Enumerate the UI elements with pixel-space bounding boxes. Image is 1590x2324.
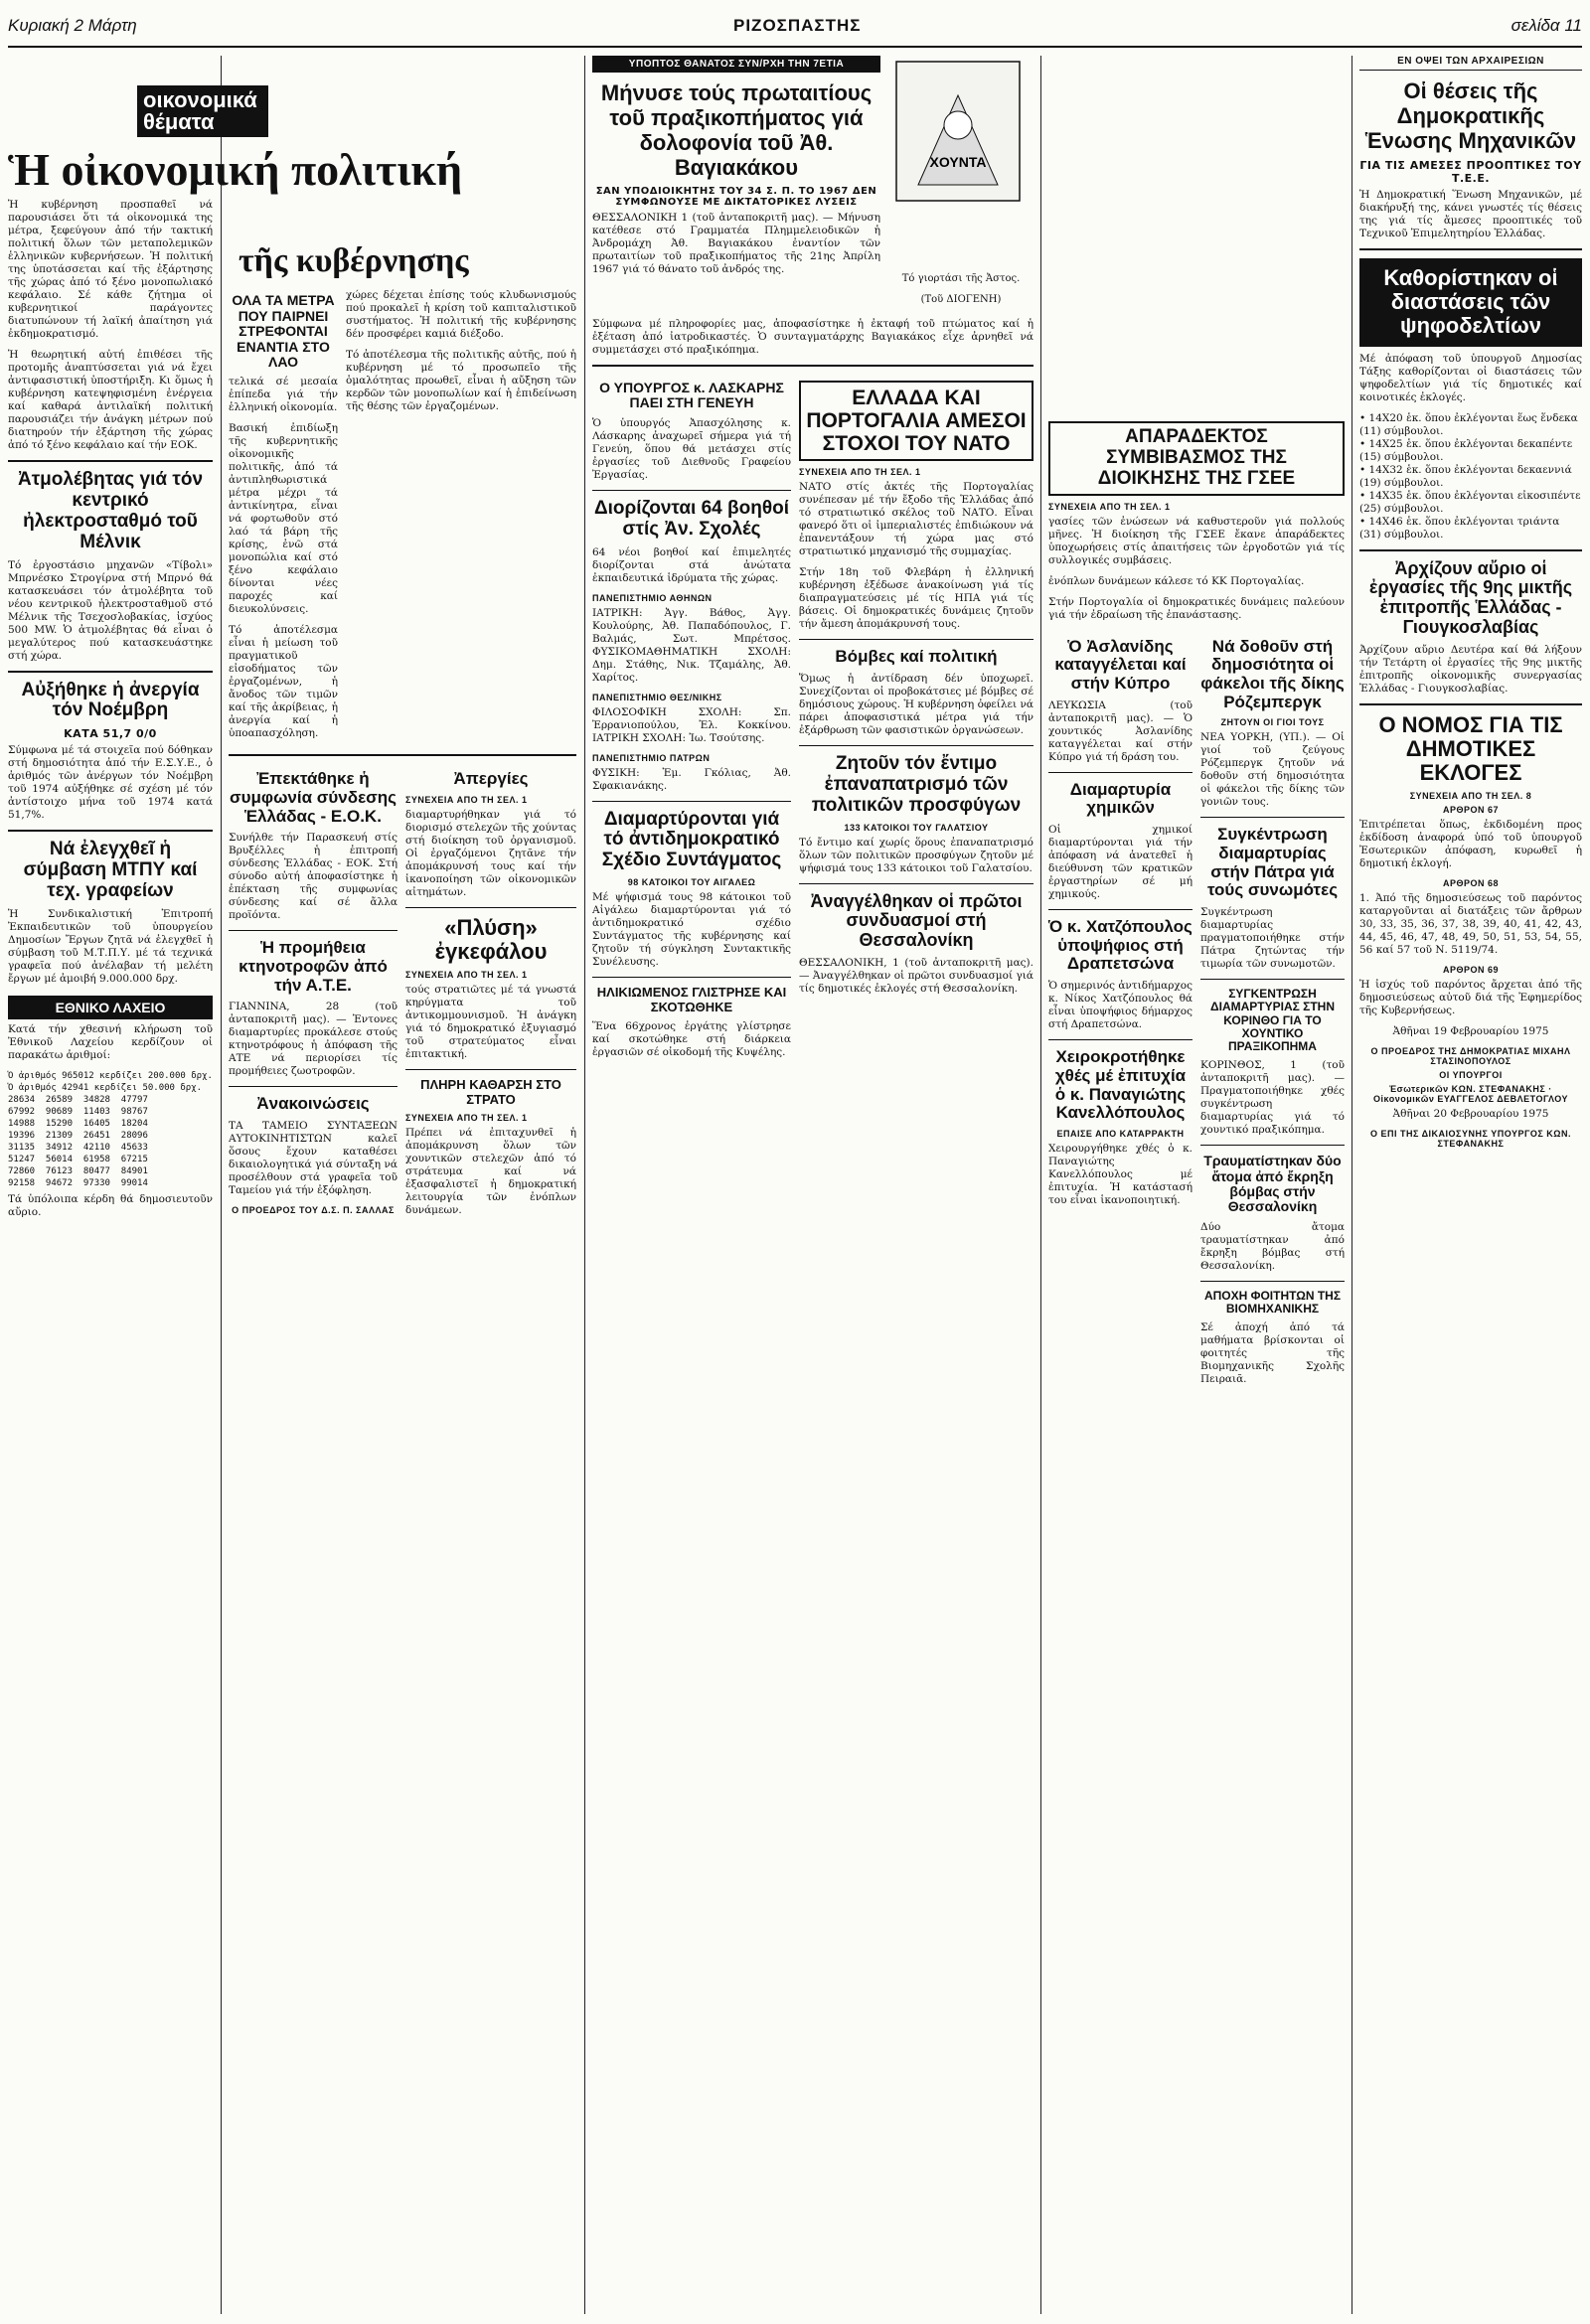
divider [592,977,791,978]
divider [1200,817,1345,818]
divider [799,745,1034,746]
divider [229,930,398,931]
article-text: Ἡ Συνδικαλιστική Ἐπιτροπή Ἐκπαιδευτικῶν τοῦ ὑπουργείου Δημοσίων Ἔργων ζητᾶ νά ἐλεγχθεῖ ἡ σύμβαση τοῦ Μ.Τ.Π.Υ. μέ τά τεχνικά γραφεῖα πού ἀνέλαβαν τή μελέτη ἔργων μέ ἀμοιβή 9.000.000 δρχ. [8,908,213,986]
article-text: ΙΑΤΡΙΚΗ: Ἀγγ. Βάθος, Ἀγγ. Κουλούρης, Ἀθ. Παπαδόπουλος, Γ. Βαλμάς, Σωτ. Μπρέτσος. ΦΥΣΙΚΟΜΑΘΗΜΑΤΙΚΗ ΣΧΟΛΗ: Δημ. Στάθης, Νικ. Τζαμάλης, Ἀθ. Χαρίτος. [592,606,791,684]
column-3 [592,56,1034,2314]
signatory: Ο ΠΡΟΕΔΡΟΣ ΤΗΣ ΔΗΜΟΚΡΑΤΙΑΣ ΜΙΧΑΗΛ ΣΤΑΣΙΝΟΠΟΥΛΟΣ [1370,1046,1571,1067]
continuation-note: 133 ΚΑΤΟΙΚΟΙ ΤΟΥ ΓΑΛΑΤΣΙΟΥ [844,822,989,833]
main-headline: Ἡ οἰκονομική πολιτική [8,144,463,195]
article-text: ΘΕΣΣΑΛΟΝΙΚΗ 1 (τοῦ ἀνταποκριτῆ μας). — Μήνυση κατέθεσε στό Γραμματέα Πλημμελειοδικῶν ἡ Ἀνδρομάχη Ἀθ. Βαγιακάκου ἐναντίον τῶν πρωταιτίων τοῦ πραξικοπήματος τῆς 21ης Ἀπρίλη 1967 γιά τό θάνατο τοῦ ἀνδρός της. [592,212,880,275]
article-headline: Διαμαρτύρονται γιά τό ἀντιδημοκρατικό Σχέδιο Συντάγματος [601,808,782,871]
divider [229,754,576,756]
article-text: Βασική ἐπιδίωξη τῆς κυβερνητικῆς οἰκονομικῆς πολιτικῆς, ἀπό τά ἀντιπληθωριστικά μέτρα μέχρι τά ἀντικίνητρα, εἶναι νά φορτωθοῦν στό λαό τά βάρη τῆς κρίσης, ἐνῶ στά μονοπώλια καί στό ξένο κεφάλαιο δίνονται νέες παροχές καί διευκολύνσεις. [229,422,338,616]
article-text: ΛΕΥΚΩΣΙΑ (τοῦ ἀνταποκριτῆ μας). — Ὁ χουντικός Ἀσλανίδης καταγγέλεται καί στήν Κύπρο γιά τή δράση του. [1048,698,1192,763]
university-name: ΠΑΝΕΠΙΣΤΗΜΙΟ ΘΕΣ/ΝΙΚΗΣ [592,692,722,702]
continuation-note: ΕΠΑΙΣΕ ΑΠΟ ΚΑΤΑΡΡΑΚΤΗ [1056,1128,1185,1139]
article-headline: Διαμαρτυρία χημικῶν [1069,779,1172,818]
article-headline: «Πλύση» ἐγκεφάλου [434,915,548,965]
article-subhead: ΣΑΝ ΥΠΟΔΙΟΙΚΗΤΗΣ ΤΟΥ 34 Σ. Π. ΤΟ 1967 ΔΕΝ ΣΥΜΦΩΝΟΥΣΕ ΜΕ ΔΙΚΤΑΤΟΡΙΚΕΣ ΛΥΣΕΙΣ [595,186,877,208]
signature: Ο ΠΡΟΕΔΡΟΣ ΤΟΥ Δ.Σ. Π. ΣΑΛΛΑΣ [232,1205,395,1216]
signatory: ΟΙ ΥΠΟΥΡΓΟΙ [1439,1070,1503,1081]
divider [799,639,1034,640]
divider [592,490,791,491]
lottery-numbers: Ὁ ἀριθμός 965012 κερδίζει 200.000 δρχ. Ὁ ἀριθμός 42941 κερδίζει 50.000 δρχ. 28634 26589 34828 47797 67992 90689 11403 98767 14988 15290 16405 18204 19396 21309 26451 28096 31135 34912 42110 45633 51247 56014 61958 67215 72860 76123 80477 84901 92158 94672 97330 99014 [8,1071,213,1189]
article-text: ΚΟΡΙΝΘΟΣ, 1 (τοῦ ἀνταποκριτῆ μας). — Πραγματοποιήθηκε χθές συγκέντρωση διαμαρτυρίας γιά τό χουντικό πραξικόπημα. [1200,1059,1345,1137]
article-headline: Βόμβες καί πολιτική [835,647,998,667]
divider [1200,1145,1345,1146]
divider [229,1086,398,1087]
article-headline: Ἀναγγέλθηκαν οἱ πρῶτοι συνδυασμοί στή Θεσσαλονίκη [810,890,1023,951]
story-headline: Μήνυσε τούς πρωταιτίους τοῦ πραξικοπήματος γιά δολοφονία τοῦ Ἀθ. Βαγιακάκου [600,80,873,180]
article-text: Ὅμως ἡ ἀντίδραση δέν ὑποχωρεῖ. Συνεχίζονται οἱ προβοκάτσιες μέ βόμβες σέ δημόσιους χώρους. Ἡ κυβέρνηση ὀφείλει νά πάρει ἀποφασιστικά μέτρα γιά τήν ἐξάρθρωση τῶν φασιστικῶν ὀργανώσεων. [799,672,1034,736]
article-text: Ἕνα 66χρονος ἐργάτης γλίστρησε καί σκοτώθηκε στή διάρκεια ἐργασιῶν σέ οἰκοδομή τῆς Κυψέλης. [592,1019,791,1058]
article-text: Στήν 18η τοῦ Φλεβάρη ἡ ἐλληνική κυβέρνηση ἐξέδωσε ἀνακοίνωση γιά τίς διαπραγματεύσεις μέ τίς ΗΠΑ γιά τίς βάσεις. Οἱ δημοκρατικές δυνάμεις ζητοῦν τήν ἄμεση ἀπομάκρυνσή τους. [799,566,1034,631]
article-text: Στήν Πορτογαλία οἱ δημοκρατικές δυνάμεις παλεύουν γιά τήν ἐδραίωση τῆς ἐπανάστασης. [1048,595,1345,621]
article-headline: ΕΛΛΑΔΑ ΚΑΙ ΠΟΡΤΟΓΑΛΙΑ ΑΜΕΣΟΙ ΣΤΟΧΟΙ ΤΟΥ ΝΑΤΟ [799,381,1034,461]
divider [8,460,213,462]
ballot-sizes: • 14X20 ἑκ. ὅπου ἐκλέγονται ἕως ἕνδεκα (11) σύμβουλοι. • 14X25 ἑκ. ὅπου ἐκλέγονται δεκαπέντε (15) σύμβουλοι. • 14X32 ἑκ. ὅπου ἐκλέγονται δεκαεννιά (19) σύμβουλοι. • 14X35 ἑκ. ὅπου ἐκλέγονται εἰκοσιπέντε (25) σύμβουλοι. • 14X46 ἑκ. ὅπου ἐκλέγονται τριάντα (31) σύμβουλοι. [1359,411,1581,541]
article-headline: ΑΠΟΧΗ ΦΟΙΤΗΤΩΝ ΤΗΣ ΒΙΟΜΗΧΑΝΙΚΗΣ [1203,1288,1342,1316]
article-text: Τό ἀποτέλεσμα εἶναι ἡ μείωση τοῦ πραγματικοῦ εἰσοδήματος τῶν ἐργαζομένων, ἡ ἄνοδος τῶν τιμῶν καί τῆς ἀκρίβειας, ἡ ἀνεργία καί ἡ ὑποαπασχόληση. [229,624,338,740]
article-text: Τό ἐργοστάσιο μηχανῶν «Τίβολι» Μπρνέσκο Στρογίρνα στή Μπρνό θά κατασκευάσει τόν ἀτμολέβητα τοῦ νέου κεντρικοῦ ἠλεκτροσταθμοῦ στό Μέλνικ τῆς Τσεχοσλοβακίας, ἰσχύος 500 MW. Ὁ ἀτμολέβητας θά εἶναι ὁ μεγαλύτερος πού κατασκευάστηκε στή χώρα. [8,558,213,662]
article-text: Χειρουργήθηκε χθές ὁ κ. Παναγιώτης Κανελλόπουλος μέ ἐπιτυχία. Ἡ κατάστασή του εἶναι ἱκανοποιητική. [1048,1142,1192,1206]
article-text: ἐνόπλων δυνάμεων κάλεσε τό ΚΚ Πορτογαλίας. [1048,574,1305,587]
divider [1359,549,1582,551]
column-rule [584,56,585,2314]
article-text: Σύμφωνα μέ πληροφορίες μας, ἀποφασίστηκε ἡ ἐκταφή τοῦ πτώματος καί ἡ ἐξέταση ἀπό ἰατροδικαστές. Ὁ συνταγματάρχης Βαγιακάκος εἶχε ἀρνηθεῖ νά συμμετάσχει στό πραξικόπημα. [592,318,1034,356]
cartoon-credit: (Τοῦ ΔΙΟΓΕΝΗ) [920,294,1002,305]
article-text: ΤΑ ΤΑΜΕΙΟ ΣΥΝΤΑΞΕΩΝ ΑΥΤΟΚΙΝΗΤΙΣΤΩΝ καλεῖ ὅσους ἔχουν καταθέσει δικαιολογητικά γιά σύνταξη νά προσέλθουν στά γραφεῖα τοῦ Ταμείου γιά τήν ἐξόφληση. [229,1120,398,1197]
signatory: Ἐσωτερικῶν ΚΩΝ. ΣΤΕΦΑΝΑΚΗΣ · Οἰκονομικῶν ΕΥΑΓΓΕΛΟΣ ΔΕΒΛΕΤΟΓΛΟΥ [1373,1084,1568,1105]
article-number: ΑΡΘΡΟΝ 67 [1442,805,1500,816]
article-text: Ἡ Δημοκρατική Ἕνωση Μηχανικῶν, μέ διακήρυξή της, κάνει γνωστές τίς θέσεις της γιά τίς ἄμεσες προοπτικές τοῦ Τεχνικοῦ Ἐπιμελητηρίου Ἑλλάδας. [1359,189,1582,239]
article-headline: Συγκέντρωση διαμαρτυρίας στήν Πάτρα γιά τούς συνωμότες [1206,825,1339,900]
article-text: Ἡ ἰσχύς τοῦ παρόντος ἄρχεται ἀπό τῆς δημοσιεύσεως αὐτοῦ διά τῆς Ἐφημερίδος τῆς Κυβερνήσεως. [1359,979,1582,1017]
article-text: τούς στρατιῶτες μέ τά γνωστά κηρύγματα τοῦ ἀντικομμουνισμοῦ. Ἡ ἀνάγκη γιά τό δημοκρατικό ἐξυγιασμό τοῦ στρατεύματος εἶναι ἐπιτακτική. [405,984,576,1061]
article-number: ΑΡΘΡΟΝ 68 [1442,878,1500,889]
continuation-note: ΣΥΝΕΧΕΙΑ ΑΠΟ ΤΗ ΣΕΛ. 1 [1048,501,1171,512]
continuation-note: ΣΥΝΕΧΕΙΑ ΑΠΟ ΤΗ ΣΕΛ. 1 [405,970,528,981]
signatory: Ο ΕΠΙ ΤΗΣ ΔΙΚΑΙΟΣΥΝΗΣ ΥΠΟΥΡΓΟΣ ΚΩΝ. ΣΤΕΦΑΝΑΚΗΣ [1370,1129,1571,1150]
divider [8,671,213,673]
article-text: 64 νέοι βοηθοί καί ἐπιμελητές διορίζονται στά ἀνώτατα ἐκπαιδευτικά ἱδρύματα τῆς χώρας. [592,545,791,584]
article-text: 1. Ἀπό τῆς δημοσιεύσεως τοῦ παρόντος καταργοῦνται αἱ διατάξεις τῶν ἄρθρων 30, 33, 35, 36, 37, 38, 39, 40, 41, 42, 43, 44, 45, 46, 47, 48, 49, 50, 51, 53, 54, 55, 56 καί 57 τοῦ Ν. 5119/74. [1359,892,1582,957]
divider [799,883,1034,884]
divider [1048,772,1192,773]
article-text: Μέ ἀπόφαση τοῦ ὑπουργοῦ Δημοσίας Τάξης καθορίζονται οἱ διαστάσεις τῶν ψηφοδελτίων γιά τίς δημοτικές καί κοινοτικές ἐκλογές. [1359,352,1582,403]
article-headline: ΑΠΑΡΑΔΕΚΤΟΣ ΣΥΜΒΙΒΑΣΜΟΣ ΤΗΣ ΔΙΟΙΚΗΣΗΣ ΤΗΣ ΓΣΕΕ [1048,421,1345,496]
issue-date: Κυριακή 2 Μάρτη [8,16,137,35]
article-headline: Αὐξήθηκε ἡ ἀνεργία τόν Νοέμβρη [21,679,200,721]
section-badge: οικονομικά θέματα [137,85,268,137]
continuation-note: 98 ΚΑΤΟΙΚΟΙ ΤΟΥ ΑΙΓΑΛΕΩ [627,877,756,888]
article-text: Δύο ἄτομα τραυματίστηκαν ἀπό ἔκρηξη βόμβας στή Θεσσαλονίκη. [1200,1220,1345,1272]
column-2 [229,56,576,2314]
column-6 [1359,56,1582,2314]
article-text: ΘΕΣΣΑΛΟΝΙΚΗ, 1 (τοῦ ἀνταποκριτῆ μας). — Ἀναγγέλθηκαν οἱ πρῶτοι συνδυασμοί γιά τίς δημοτικές ἐκλογές στή Θεσσαλονίκη. [799,957,1034,996]
article-headline: Τραυματίστηκαν δύο ἄτομα ἀπό ἔκρηξη βόμβας στήν Θεσσαλονίκη [1203,1153,1342,1215]
page-header [8,10,1582,48]
article-headline: Ἐπεκτάθηκε ἡ συμφωνία σύνδεσης Ἑλλάδας - Ε.Ο.Κ. [229,769,397,826]
article-headline: ΠΛΗΡΗ ΚΑΘΑΡΣΗ ΣΤΟ ΣΤΡΑΤΟ [420,1077,561,1107]
divider [1048,909,1192,910]
article-text: Σύμφωνα μέ τά στοιχεῖα πού δόθηκαν στή δημοσιότητα ἀπό τήν Ε.Σ.Υ.Ε., ὁ ἀριθμός τῶν ἀνέργων τόν Νοέμβρη τοῦ 1974 αὐξήθηκε σέ σχέση μέ τόν ἀντίστοιχο μήνα τοῦ 1974 κατά 51,7%. [8,744,213,822]
signing-date: Ἀθῆναι 19 Φεβρουαρίου 1975 [1392,1025,1549,1038]
cartoon [888,56,1034,314]
divider [8,830,213,832]
article-text: Ὁ ὑπουργός Ἀπασχόλησης κ. Λάσκαρης ἀναχωρεῖ σήμερα γιά τή Γενεύη, ὅπου θά μετάσχει στίς ἐργασίες τοῦ Διεθνοῦς Γραφείου Ἐργασίας. [592,416,791,481]
continuation-note: ΣΥΝΕΧΕΙΑ ΑΠΟ ΤΗ ΣΕΛ. 1 [405,1113,528,1123]
main-headline-2: τῆς κυβέρνησης [238,242,469,279]
article-headline: Διορίζονται 64 βοηθοί στίς Ἀν. Σχολές [594,497,789,540]
divider [405,1069,576,1070]
article-headline: Ὁ κ. Χατζόπουλος ὑποψήφιος στή Δραπετσώνα [1048,917,1192,974]
article-text: Ἡ κυβέρνηση προσπαθεῖ νά παρουσιάσει ὅτι τά οἰκονομικά της μέτρα, ξεφεύγουν ἀπό τήν τακτική πολιτική ὅλων τῶν μεταπολεμικῶν ἑλληνικῶν κυβερνήσεων. Ἡ πολιτική της ὑποτάσσεται καί τῆς ἐξάρτησης τῆς χώρας ἀπό τό ξένο μονοπωλιακό κεφάλαιο. Σέ κάθε ζήτημα οἱ κυβερνητικοί παράγοντες διατυπώνουν τή λαϊκή ἀπαίτηση γιά ἐκδημοκρατισμό. [8,199,213,340]
article-subhead: ΚΑΤΑ 51,7 0/0 [64,727,157,741]
article-text: Ἐπιτρέπεται ὅπως, ἐκδιδομένη προς ἐκδίδοση ἀναφορά ὑπό τοῦ ὑπουργοῦ Ἐσωτερικῶν ἀπόφαση, κυρωθεῖ ἡ δημοτική ἐκλογή. [1359,819,1582,870]
article-text: χώρες δέχεται ἐπίσης τούς κλυδωνισμούς πού προκαλεῖ ἡ κρίση τοῦ καπιταλιστικοῦ συστήματος. Ἡ πολιτική τῆς κυβέρνησης δέν προσφέρει καμιά διέξοδο. [346,289,576,341]
article-headline: Ο ΝΟΜΟΣ ΓΙΑ ΤΙΣ ΔΗΜΟΤΙΚΕΣ ΕΚΛΟΓΕΣ [1378,711,1563,786]
article-text: διαμαρτυρήθηκαν γιά τό διορισμό στελεχῶν τῆς χούντας στή διοίκηση τοῦ ὀργανισμοῦ. Οἱ ἐργαζόμενοι ζητᾶνε τήν ἀπομάκρυνσή τους καί τήν ἱκανοποίηση τῶν οἰκονομικῶν αἰτημάτων. [405,809,576,899]
continuation-note: ΣΥΝΕΧΕΙΑ ΑΠΟ ΤΗ ΣΕΛ. 1 [799,467,921,478]
continuation-note: ΣΥΝΕΧΕΙΑ ΑΠΟ ΤΗ ΣΕΛ. 8 [1409,791,1532,802]
divider [592,365,1034,367]
divider [405,907,576,908]
article-headline: Ὁ Ἀσλανίδης καταγγέλεται καί στήν Κύπρο [1054,636,1187,694]
masthead-name: ΡΙΖΟΣΠΑΣΤΗΣ [733,16,862,35]
article-headline: Ο ΥΠΟΥΡΓΟΣ κ. ΛΑΣΚΑΡΗΣ ΠΑΕΙ ΣΤΗ ΓΕΝΕΥΗ [599,380,784,411]
article-headline: Ἀτμολέβητας γιά τόν κεντρικό ἠλεκτροσταθμό τοῦ Μέλνικ [17,469,204,552]
article-headline: ΗΛΙΚΙΩΜΕΝΟΣ ΓΛΙΣΤΡΗΣΕ ΚΑΙ ΣΚΟΤΩΘΗΚΕ [596,985,787,1014]
article-text: Τά ὑπόλοιπα κέρδη θά δημοσιευτοῦν αὔριο. [8,1193,213,1219]
article-text: Τό ἀποτέλεσμα τῆς πολιτικῆς αὐτῆς, πού ἡ κυβέρνηση μέ τό προσωπεῖο τῆς ὁμαλότητας προωθεῖ, εἶναι ἡ αὔξηση τῶν κερδῶν τῶν μονοπωλίων καί ἡ ἐπιδείνωση τῆς θέσης τῶν ἐργαζομένων. [346,349,576,413]
article-subhead: ΟΛΑ ΤΑ ΜΕΤΡΑ ΠΟΥ ΠΑΙΡΝΕΙ ΣΤΡΕΦΟΝΤΑΙ ΕΝΑΝΤΙΑ ΣΤΟ ΛΑΟ [232,292,335,370]
article-text: Κατά τήν χθεσινή κλήρωση τοῦ Ἐθνικοῦ Λαχείου κερδίζουν οἱ παρακάτω ἀριθμοί: [8,1023,213,1062]
article-headline: Νά ἐλεγχθεῖ ἡ σύμβαση ΜΤΠΥ καί τεχ. γραφείων [23,839,198,902]
column-rule [1040,56,1041,2314]
article-number: ΑΡΘΡΟΝ 69 [1442,965,1500,976]
article-headline: Ἀπεργίες [453,769,529,789]
signing-date: Ἀθῆναι 20 Φεβρουαρίου 1975 [1392,1108,1549,1121]
article-headline: Ἡ προμήθεια κτηνοτροφῶν ἀπό τήν Α.Τ.Ε. [238,938,388,995]
article-headline: Καθορίστηκαν οἱ διαστάσεις τῶν ψηφοδελτίων [1359,258,1582,347]
article-text: Ὁ σημερινός ἀντιδήμαρχος κ. Νίκος Χατζόπουλος θά εἶναι ὑποψήφιος δήμαρχος στή Δραπετσώνα. [1048,980,1192,1031]
article-headline: Χειροκροτήθηκε χθές μέ ἐπιτυχία ὁ κ. Παναγιώτης Κανελλόπουλος [1054,1047,1187,1123]
divider [1048,1039,1192,1040]
cartoon-caption: Τό γιορτάσι τῆς Ἀστος. [901,273,1021,284]
column-rule [221,56,222,2314]
article-text: Ἀρχίζουν αὔριο Δευτέρα καί θά λήξουν τήν Τετάρτη οἱ ἐργασίες τῆς 9ης μικτῆς ἐπιτροπῆς οἰκονομικῆς συνεργασίας Ἑλλάδας - Γιουγκοσλαβίας. [1359,643,1582,695]
divider [592,801,791,802]
article-text: ΝΑΤΟ στίς ἀκτές τῆς Πορτογαλίας συνέπεσαν μέ τήν ἔξοδο τῆς Ἑλλάδας ἀπό τό στρατιωτικό σκέλος τοῦ ΝΑΤΟ. Εἶναι φανερό ὅτι οἱ ἰμπεριαλιστές ἐπιδιώκουν νά ἐπανεντάξουν τή χώρα μας στό στρατιωτικό μηχανισμό τῆς συμμαχίας. [799,481,1034,558]
article-text: Πρέπει νά ἐπιταχυνθεῖ ἡ ἀπομάκρυνση ὅλων τῶν χουντικῶν στελεχῶν ἀπό τό στράτευμα καί νά ἐξασφαλιστεῖ ἡ δημοκρατική λειτουργία τῶν ἐνόπλων δυνάμεων. [405,1127,576,1216]
article-text: Συνήλθε τήν Παρασκευή στίς Βρυξέλλες ἡ ἐπιτροπή σύνδεσης Ἑλλάδας - ΕΟΚ. Στή σύνοδο αὐτή ἀποφασίστηκε ἡ ἐπέκταση τῆς συμφωνίας σύνδεσης καί σέ ἄλλα προϊόντα. [229,832,398,922]
article-text: Τό ἔντιμο καί χωρίς ὅρους ἐπαναπατρισμό ὅλων τῶν πολιτικῶν προσφύγων ζητοῦν μέ ψήφισμά τους 133 κάτοικοι τοῦ Γαλατσίου. [799,836,1034,874]
article-headline: Ἀρχίζουν αὔριο οἱ ἐργασίες τῆς 9ης μικτῆς ἐπιτροπῆς Ἑλλάδας - Γιουγκοσλαβίας [1368,557,1573,637]
article-headline: Νά δοθοῦν στή δημοσιότητα οἱ φάκελοι τῆς δίκης Ρόζεμπεργκ [1200,636,1345,711]
page-number: σελίδα 11 [1510,16,1582,35]
story-kicker: ΥΠΟΠΤΟΣ ΘΑΝΑΤΟΣ ΣΥΝ/ΡΧΗ ΤΗΝ 7ΕΤΙΑ [592,56,880,73]
column-5 [1048,56,1345,2314]
cartoon-label: ΧΟΥΝΤΑ [929,154,987,170]
article-headline: ΣΥΓΚΕΝΤΡΩΣΗ ΔΙΑΜΑΡΤΥΡΙΑΣ ΣΤΗΝ ΚΟΡΙΝΘΟ ΓΙΑ ΤΟ ΧΟΥΝΤΙΚΟ ΠΡΑΞΙΚΟΠΗΜΑ [1209,987,1336,1053]
divider [1200,979,1345,980]
article-text: ΓΙΑΝΝΙΝΑ, 28 (τοῦ ἀνταποκριτῆ μας). — Ἐντονες διαμαρτυρίες προκάλεσε στούς κτηνοτρόφους ἡ ἀπόφαση τῆς ΑΤΕ νά περιορίσει τίς προμήθειες ζωοτροφῶν. [229,1001,398,1078]
article-text: γασίες τῶν ἐνώσεων νά καθυστεροῦν γιά πολλούς μῆνες. Ἡ διοίκηση τῆς ΓΣΕΕ ἔκανε ἀπαράδεκτες ὑποχωρήσεις στίς ἀπαιτήσεις τῶν ἐργοδοτῶν γιά τίς συλλογικές συμβάσεις. [1048,515,1345,566]
divider [1359,703,1582,705]
divider [1200,1281,1345,1282]
article-text: Μέ ψήφισμά τους 98 κάτοικοι τοῦ Αἰγάλεω διαμαρτύρονται γιά τό ἀντιδημοκρατικό σχέδιο Συντάγματος τῆς κυβέρνησης καί ζητοῦν τή σύγκληση Συντακτικῆς Συνέλευσης. [592,891,791,969]
article-text: Οἱ χημικοί διαμαρτύρονται γιά τήν ἀπόφαση νά ἀνατεθεῖ ἡ διεύθυνση τῶν κρατικῶν ἐργαστηρίων σέ μή χημικούς. [1048,824,1192,901]
article-text: Σέ ἀποχή ἀπό τά μαθήματα βρίσκονται οἱ φοιτητές τῆς Βιομηχανικῆς Σχολῆς Πειραιᾶ. [1200,1321,1345,1386]
article-subhead: ΓΙΑ ΤΙΣ ΑΜΕΣΕΣ ΠΡΟΟΠΤΙΚΕΣ ΤΟΥ Τ.Ε.Ε. [1359,159,1582,185]
article-text: Συγκέντρωση διαμαρτυρίας πραγματοποιήθηκε στήν Πάτρα ζητώντας τήν τιμωρία τῶν συνωμοτῶν. [1200,906,1345,971]
divider [1359,248,1582,250]
lottery-title: ΕΘΝΙΚΟ ΛΑΧΕΙΟ [8,996,213,1019]
continuation-note: ΖΗΤΟΥΝ ΟΙ ΓΙΟΙ ΤΟΥΣ [1220,717,1325,728]
article-text: Ἡ θεωρητική αὐτή ἐπιθέσει τῆς προτομῆς ἀναπτύσσεται γιά νά ἔχει ἀντιφασιστική ὑποστήριξη. Κι ὅμως ἡ κυβέρνηση κατεψηφισμένη ἐνέργεια καί καθαρά ἀντιλαϊκή πολιτική παρουσιάζει τήν ἀνάγκη μέτρων πού διατηρούν τήν ἐξάρτηση τῆς χώρας ἀπό τό ξένο κεφάλαιο καί τήν ΕΟΚ. [8,349,213,451]
article-text: ΦΙΛΟΣΟΦΙΚΗ ΣΧΟΛΗ: Σπ. Ἐρρανιοπούλου, Ἐλ. Κοκκίνου. ΙΑΤΡΙΚΗ ΣΧΟΛΗ: Ἰω. Τσούτσης. [592,705,791,744]
article-headline: Ζητοῦν τόν ἔντιμο ἐπαναπατρισμό τῶν πολιτικῶν προσφύγων [811,752,1022,816]
cartoon-drawing [888,56,1028,264]
story-kicker: ΕΝ ΟΨΕΙ ΤΩΝ ΑΡΧΑΙΡΕΣΙΩΝ [1359,56,1582,71]
article-headline: Ἀνακοινώσεις [256,1094,370,1114]
continuation-note: ΣΥΝΕΧΕΙΑ ΑΠΟ ΤΗ ΣΕΛ. 1 [405,795,528,806]
university-name: ΠΑΝΕΠΙΣΤΗΜΙΟ ΑΘΗΝΩΝ [592,592,713,603]
article-text: τελικά σέ μεσαία ἐπίπεδα γιά τήν ἑλληνική οἰκονομία. [229,376,338,414]
article-text: ΝΕΑ ΥΟΡΚΗ, (ΥΠ.). — Οἱ γιοί τοῦ ζεύγους Ρόζεμπεργκ ζητοῦν νά δοθοῦν στή δημοσιότητα οἱ φάκελοι τῆς δίκης τῶν γονιῶν τους. [1200,731,1345,809]
article-text: ΦΥΣΙΚΗ: Ἐμ. Γκόλιας, Ἀθ. Σφακιανάκης. [592,766,791,792]
university-name: ΠΑΝΕΠΙΣΤΗΜΙΟ ΠΑΤΡΩΝ [592,752,711,763]
story-headline: Οἱ θέσεις τῆς Δημοκρατικῆς Ἑνωσης Μηχανικῶν [1364,78,1577,153]
